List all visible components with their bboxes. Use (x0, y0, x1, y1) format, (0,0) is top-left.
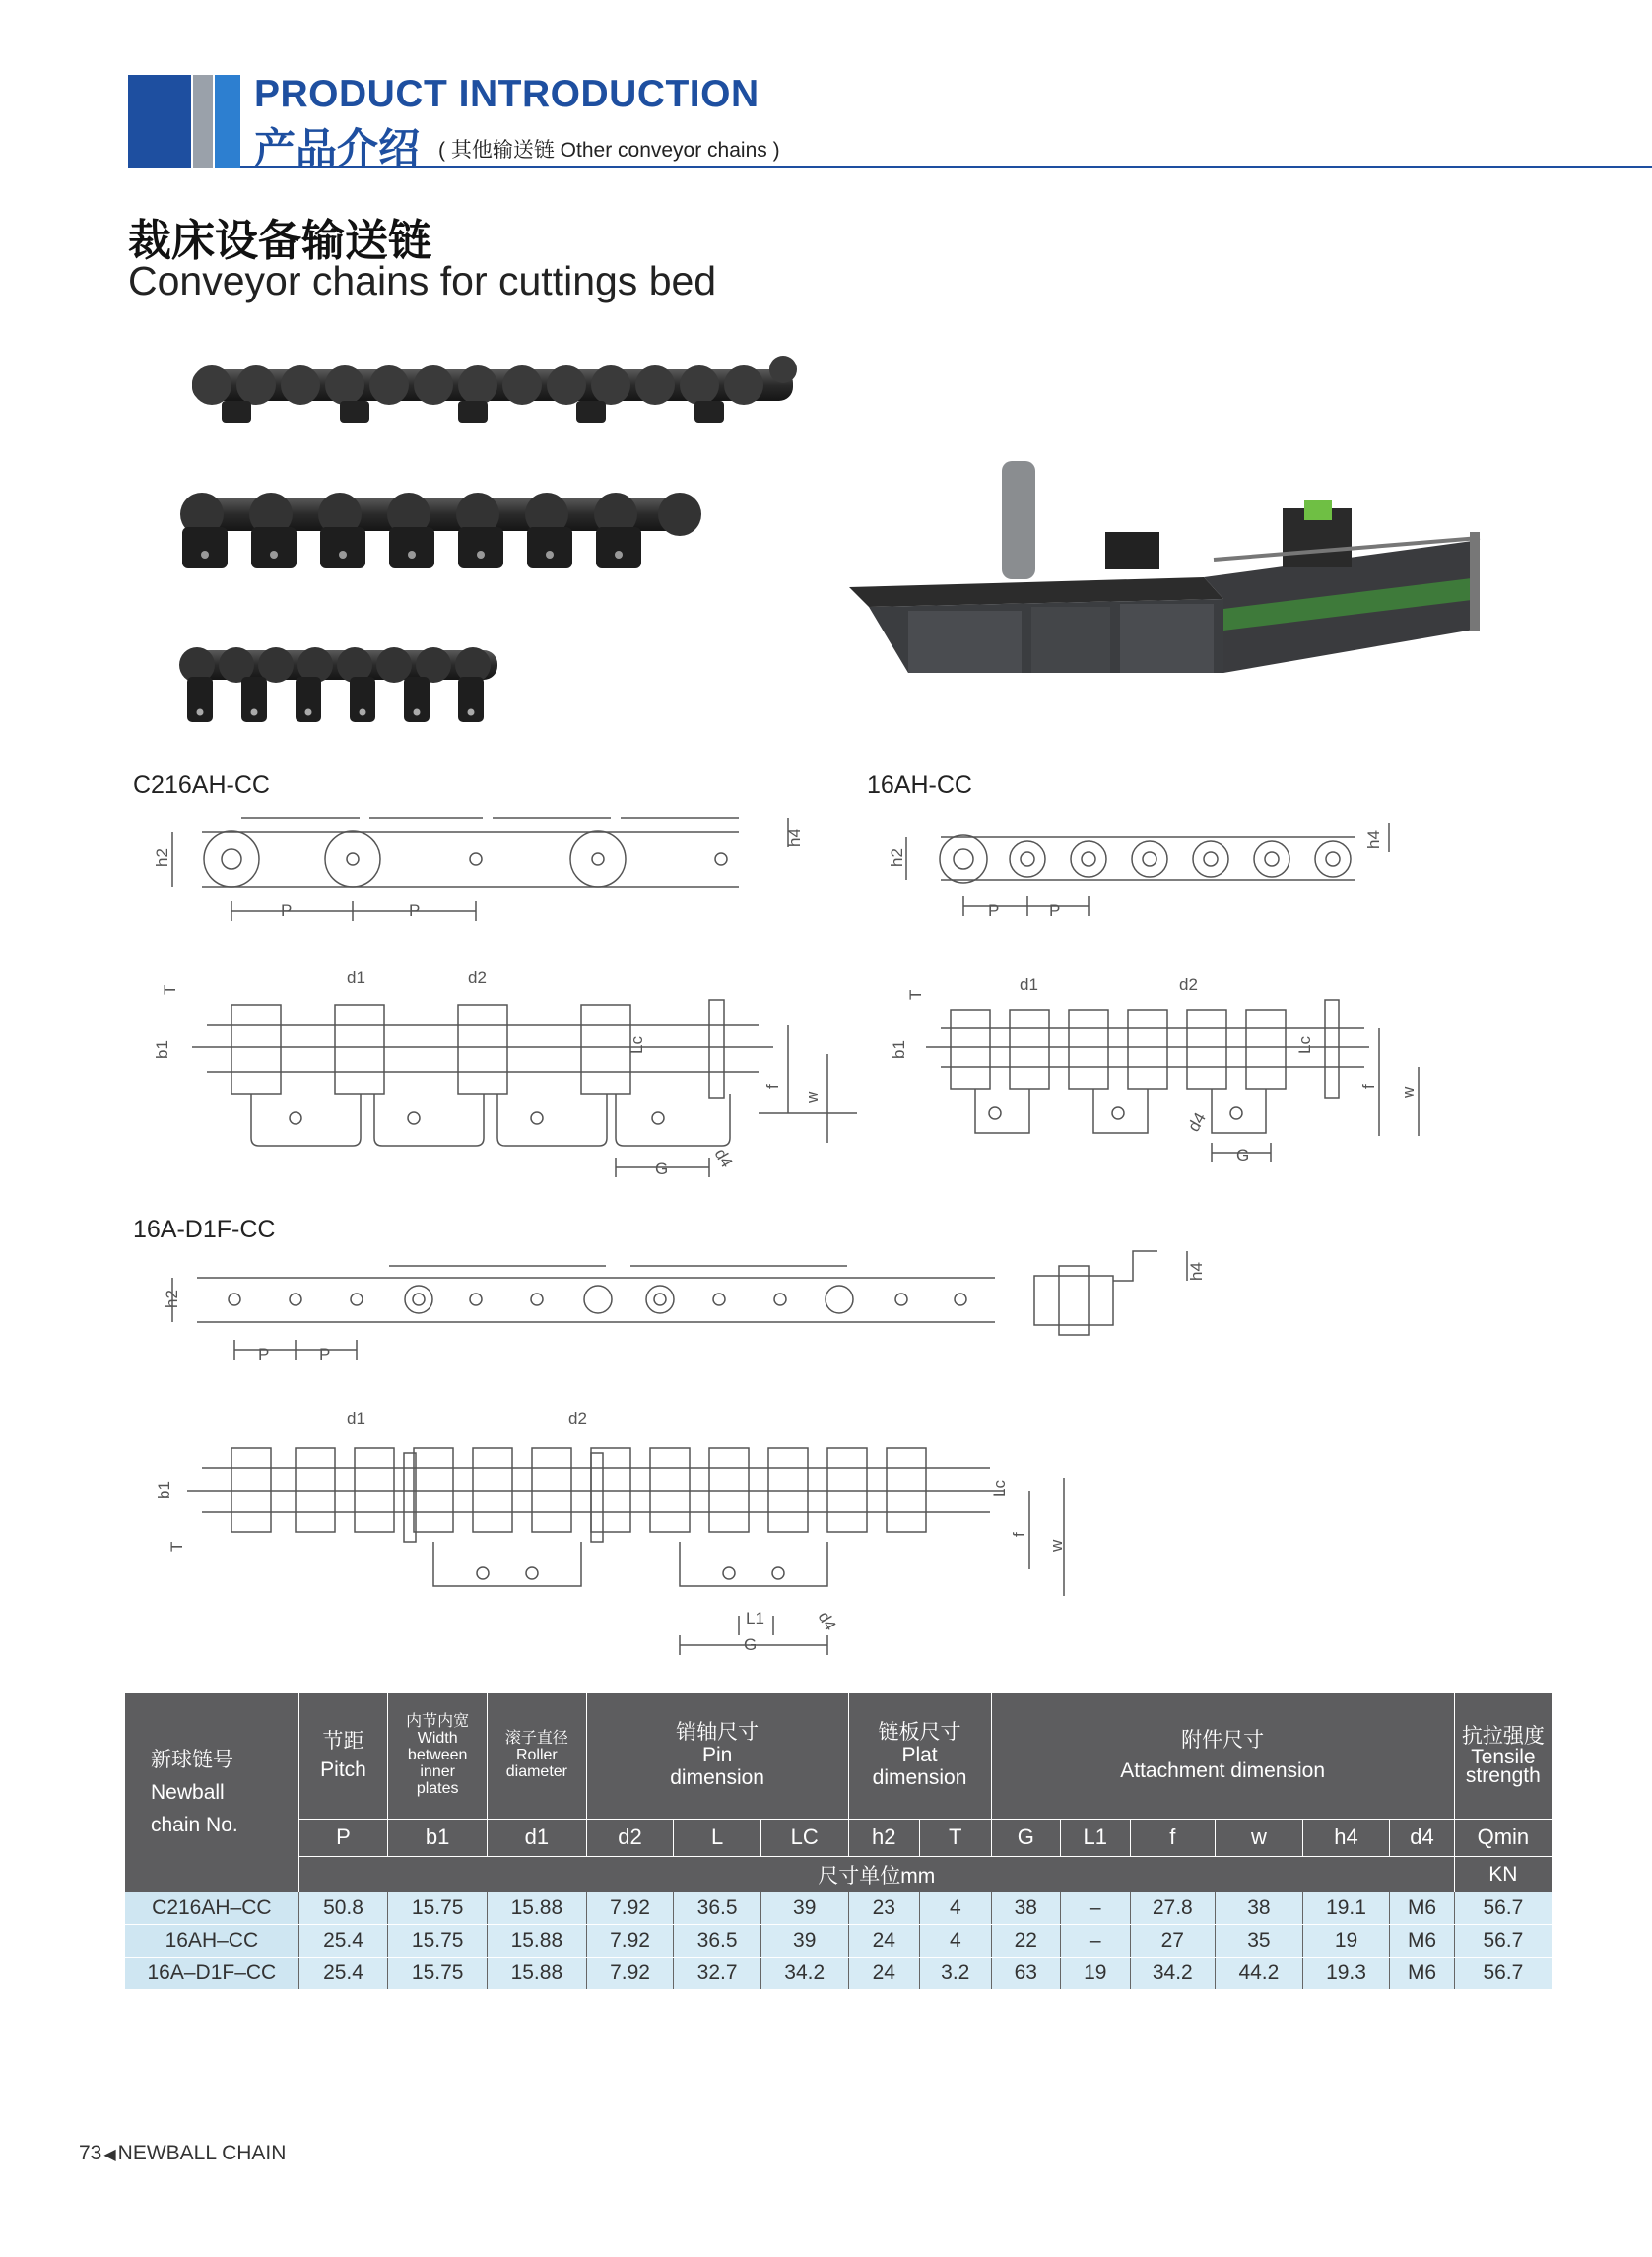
col-width-en3: inner (420, 1763, 455, 1781)
col-header-width (388, 1693, 488, 1819)
drawing-16ah-side (906, 823, 1389, 916)
cell: 38 (1216, 1892, 1303, 1925)
dim-t-2: T (906, 989, 925, 1000)
cell: 36.5 (674, 1924, 761, 1957)
sym-h2: h2 (848, 1819, 920, 1856)
cell: 15.75 (388, 1892, 488, 1925)
cell: 56.7 (1454, 1957, 1552, 1989)
dim-g-3: G (744, 1635, 758, 1654)
dim-f-2: f (1359, 1084, 1378, 1089)
col-roller-cn: 滚子直径 (504, 1730, 568, 1748)
sym-b1: b1 (388, 1819, 488, 1856)
col-roller-en1: Roller (515, 1747, 558, 1764)
dim-l1-3: L1 (746, 1609, 764, 1627)
cell: 36.5 (674, 1892, 761, 1925)
col-pin-en1: Pin (701, 1744, 733, 1767)
cell: 4 (920, 1892, 992, 1925)
sym-w: w (1216, 1819, 1303, 1856)
dim-b1-2: b1 (890, 1040, 908, 1059)
cell: 7.92 (586, 1892, 674, 1925)
dim-p-1b: P (409, 901, 421, 920)
cell: 3.2 (920, 1957, 992, 1989)
col-pitch-en: Pitch (320, 1758, 366, 1781)
cell: 50.8 (298, 1892, 388, 1925)
cell: 34.2 (760, 1957, 848, 1989)
dim-lc-2: Lc (1295, 1036, 1314, 1054)
dim-d2-1: d2 (468, 968, 487, 987)
col-plat-cn: 链板尺寸 (878, 1721, 961, 1745)
cell: 16A–D1F–CC (125, 1957, 298, 1989)
dim-f-3: f (1010, 1532, 1028, 1537)
col-plat-en1: Plat (901, 1744, 938, 1767)
cell: 63 (991, 1957, 1060, 1989)
cell: 38 (991, 1892, 1060, 1925)
cell: 4 (920, 1924, 992, 1957)
header-subtitle: ( 其他输送链 Other conveyor chains ) (438, 139, 780, 162)
cell: – (1061, 1892, 1130, 1925)
cell: 27.8 (1130, 1892, 1216, 1925)
cell: 34.2 (1130, 1957, 1216, 1989)
header-title-en: PRODUCT INTRODUCTION (254, 73, 760, 115)
cell: 15.88 (488, 1924, 587, 1957)
sym-qmin: Qmin (1454, 1819, 1552, 1856)
dim-lc-1: Lc (628, 1036, 646, 1054)
dim-d1-1: d1 (347, 968, 365, 987)
sym-p: P (298, 1819, 388, 1856)
cell: 24 (848, 1924, 920, 1957)
drawing-16ah-top (926, 1000, 1419, 1162)
cell: 15.88 (488, 1892, 587, 1925)
dim-h4-3: h4 (1187, 1262, 1206, 1281)
section-title-en: Conveyor chains for cuttings bed (128, 258, 717, 303)
sym-lc: LC (760, 1819, 848, 1856)
col-width-en1: Width (417, 1730, 458, 1748)
diagram-label-c216ah: C216AH-CC (133, 771, 270, 799)
col-pitch-cn: 节距 (322, 1729, 364, 1753)
dim-p-1a: P (281, 901, 293, 920)
dim-h2-1: h2 (153, 848, 171, 867)
dim-w-2: w (1399, 1086, 1418, 1098)
col-pin-en2: dimension (670, 1766, 764, 1790)
table-row (125, 1892, 1552, 1925)
drawing-16a-d1f-top (187, 1448, 1064, 1655)
sym-d2: d2 (586, 1819, 674, 1856)
dim-d1-2: d1 (1020, 975, 1038, 994)
cell: 44.2 (1216, 1957, 1303, 1989)
col-attach-cn: 附件尺寸 (1181, 1728, 1265, 1752)
cell: 23 (848, 1892, 920, 1925)
dim-d4-2: d4 (1184, 1109, 1210, 1135)
col-name-cn: 新球链号 (151, 1748, 233, 1771)
col-tensile-en2: strength (1465, 1764, 1541, 1788)
col-width-cn: 内节内宽 (406, 1713, 470, 1731)
sym-d1: d1 (488, 1819, 587, 1856)
cell: 19.3 (1302, 1957, 1390, 1989)
dim-h2-3: h2 (163, 1290, 181, 1308)
cell: 15.75 (388, 1957, 488, 1989)
col-header-tensile (1454, 1693, 1552, 1819)
cell: – (1061, 1924, 1130, 1957)
drawing-c216ah-top (192, 1000, 857, 1177)
dim-d2-2: d2 (1179, 975, 1198, 994)
dim-lc-3: Lc (990, 1480, 1009, 1497)
dim-p-2a: P (988, 901, 1000, 920)
cell: 15.88 (488, 1957, 587, 1989)
dim-h4-2: h4 (1364, 830, 1383, 849)
dim-d1-3: d1 (347, 1409, 365, 1427)
sym-g: G (991, 1819, 1060, 1856)
cell: 35 (1216, 1924, 1303, 1957)
left-arrow-icon: ◀ (103, 2147, 116, 2163)
cell: 19.1 (1302, 1892, 1390, 1925)
cell: 22 (991, 1924, 1060, 1957)
cell: M6 (1390, 1924, 1454, 1957)
drawing-c216ah-side (172, 818, 788, 921)
dim-d2-3: d2 (568, 1409, 587, 1427)
col-tensile-cn: 抗拉强度 (1461, 1725, 1545, 1749)
cell: C216AH–CC (125, 1892, 298, 1925)
dim-t-3: T (167, 1541, 186, 1552)
dim-g-2: G (1236, 1146, 1250, 1164)
section-title-cn: 裁床设备输送链 (128, 216, 431, 266)
sym-t: T (920, 1819, 992, 1856)
unit-kn: KN (1454, 1856, 1552, 1892)
dim-w-3: w (1047, 1539, 1066, 1552)
cell: 39 (760, 1892, 848, 1925)
dim-h2-2: h2 (888, 848, 906, 867)
cell: 24 (848, 1957, 920, 1989)
sym-d4: d4 (1390, 1819, 1454, 1856)
sym-l: L (674, 1819, 761, 1856)
dim-f-1: f (763, 1084, 782, 1089)
col-roller-en2: diameter (505, 1763, 567, 1781)
col-width-en4: plates (416, 1780, 459, 1798)
dim-b1-3: b1 (155, 1481, 173, 1499)
cell: 39 (760, 1924, 848, 1957)
cell: 25.4 (298, 1957, 388, 1989)
col-header-roller (488, 1693, 587, 1819)
cell: M6 (1390, 1892, 1454, 1925)
spec-table (125, 1693, 1552, 1990)
col-name-en2: chain No. (151, 1813, 238, 1836)
col-tensile-en1: Tensile (1471, 1746, 1536, 1769)
sym-f: f (1130, 1819, 1216, 1856)
dim-p-3b: P (319, 1345, 331, 1363)
table-row (125, 1957, 1552, 1989)
table-row (125, 1924, 1552, 1957)
col-width-en2: between (407, 1747, 468, 1764)
cell: 19 (1061, 1957, 1130, 1989)
cell: 15.75 (388, 1924, 488, 1957)
diagram-label-16ah: 16AH-CC (867, 771, 972, 799)
col-header-name (125, 1693, 298, 1892)
cell: 19 (1302, 1924, 1390, 1957)
footer (79, 2142, 286, 2165)
drawing-16a-d1f-side (172, 1251, 1187, 1360)
col-attach-en: Attachment dimension (1120, 1759, 1326, 1782)
col-plat-en2: dimension (872, 1766, 967, 1790)
cell: 7.92 (586, 1957, 674, 1989)
cell: M6 (1390, 1957, 1454, 1989)
footer-brand: NEWBALL CHAIN (117, 2142, 287, 2164)
cell: 7.92 (586, 1924, 674, 1957)
dim-p-2b: P (1049, 901, 1061, 920)
col-pin-cn: 销轴尺寸 (676, 1721, 760, 1745)
diagram-label-16a-d1f: 16A-D1F-CC (133, 1216, 276, 1243)
dim-h4-1: h4 (785, 829, 804, 847)
unit-mm: 尺寸单位mm (298, 1856, 1454, 1892)
dim-d4-1: d4 (710, 1145, 737, 1171)
cell: 56.7 (1454, 1924, 1552, 1957)
header-title-cn: 产品介绍 (254, 124, 421, 172)
cell: 27 (1130, 1924, 1216, 1957)
dim-d4-3: d4 (814, 1608, 840, 1634)
dim-w-1: w (803, 1091, 822, 1103)
col-header-plat (848, 1693, 991, 1819)
col-name-en1: Newball (151, 1780, 225, 1804)
cell: 25.4 (298, 1924, 388, 1957)
sym-h4: h4 (1302, 1819, 1390, 1856)
sym-l1: L1 (1061, 1819, 1130, 1856)
col-header-pin (586, 1693, 848, 1819)
dim-g-1: G (655, 1160, 669, 1178)
dim-p-3a: P (258, 1345, 270, 1363)
col-header-attach (991, 1693, 1454, 1819)
cell: 56.7 (1454, 1892, 1552, 1925)
dim-b1-1: b1 (153, 1040, 171, 1059)
cell: 16AH–CC (125, 1924, 298, 1957)
dim-t-1: T (161, 984, 179, 995)
cell: 32.7 (674, 1957, 761, 1989)
page-number: 73 (79, 2142, 102, 2164)
col-header-pitch (298, 1693, 388, 1819)
